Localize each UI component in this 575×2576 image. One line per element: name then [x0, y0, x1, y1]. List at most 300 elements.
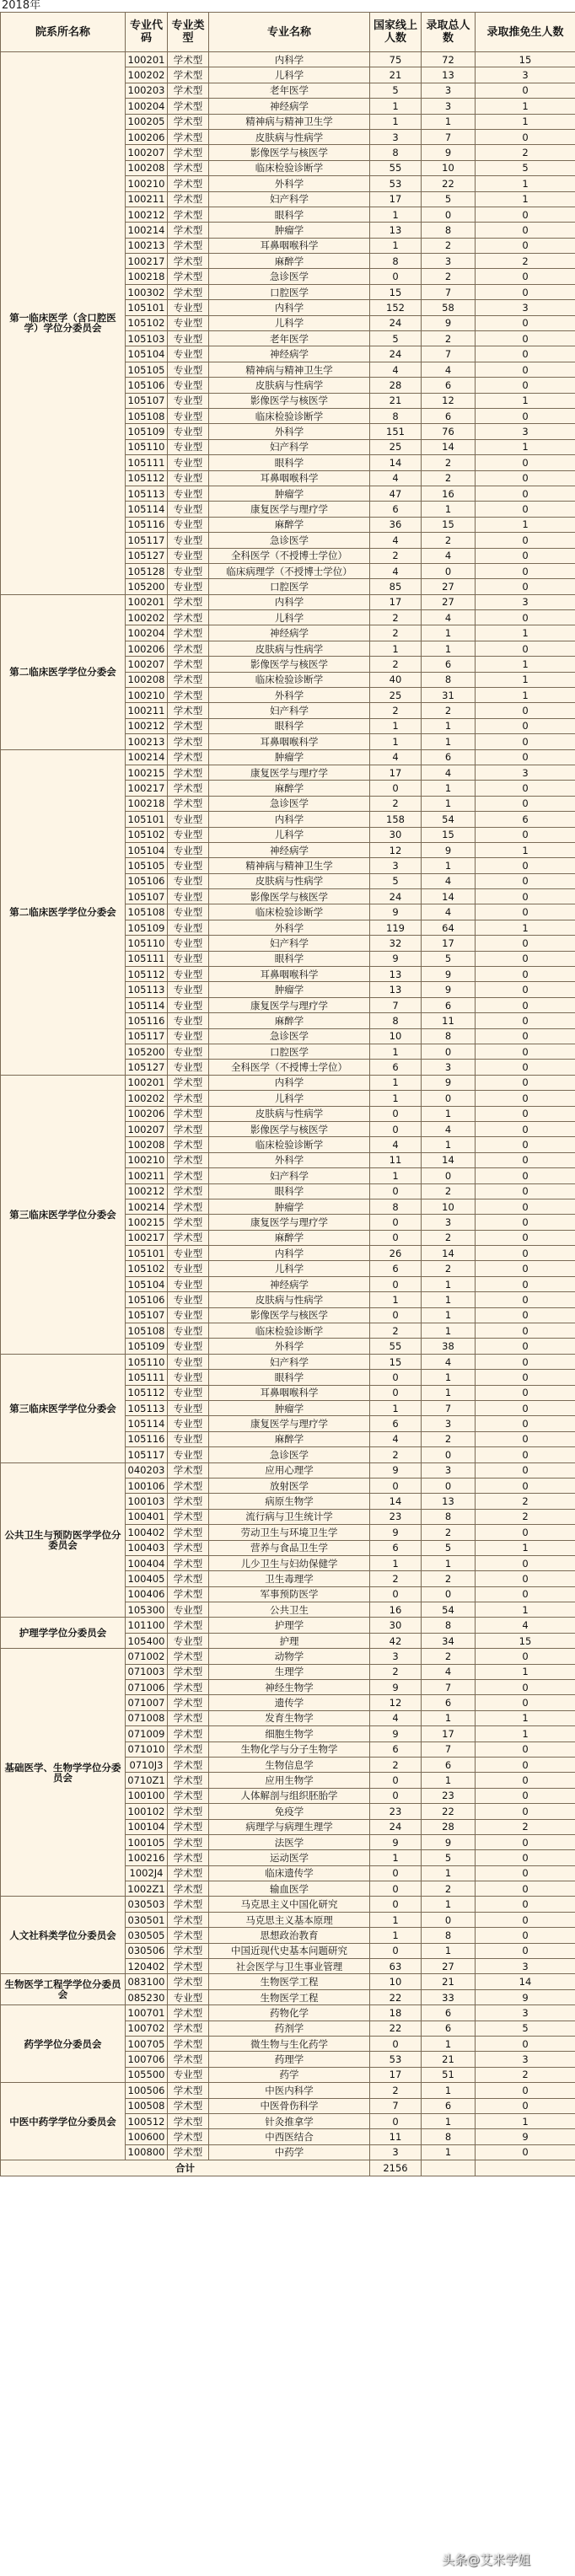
- recommended-count: 0: [476, 1912, 575, 1927]
- national-line-count: 9: [370, 1525, 422, 1540]
- recommended-count: 0: [476, 83, 575, 98]
- recommended-count: 0: [476, 967, 575, 982]
- admitted-count: 0: [422, 1586, 476, 1602]
- major-name: 内科学: [209, 1246, 370, 1261]
- major-code: 105114: [126, 997, 168, 1012]
- recommended-count: 0: [476, 1339, 575, 1354]
- admitted-count: 9: [422, 315, 476, 330]
- admitted-count: 76: [422, 424, 476, 439]
- watermark-text: 头条@艾米学姐: [442, 2552, 531, 2568]
- header-national-line: 国家线上人数: [370, 13, 422, 52]
- major-name: 生物医学工程: [209, 1974, 370, 1989]
- national-line-count: 1: [370, 1850, 422, 1865]
- admitted-count: 13: [422, 1494, 476, 1509]
- major-name: 马克思主义基本原理: [209, 1912, 370, 1927]
- major-type: 学术型: [168, 594, 209, 609]
- major-code: 100208: [126, 1137, 168, 1152]
- recommended-count: 0: [476, 1354, 575, 1369]
- national-line-count: 12: [370, 1695, 422, 1710]
- admitted-count: 2: [422, 455, 476, 470]
- major-code: 1002Z1: [126, 1881, 168, 1897]
- admitted-count: 2: [422, 533, 476, 548]
- recommended-count: 0: [476, 1400, 575, 1415]
- major-code: 100208: [126, 672, 168, 687]
- recommended-count: 0: [476, 1571, 575, 1586]
- major-name: 病理学与病理生理学: [209, 1819, 370, 1834]
- admitted-count: 4: [422, 1664, 476, 1679]
- major-type: 学术型: [168, 1525, 209, 1540]
- major-name: 神经病学: [209, 842, 370, 857]
- recommended-count: 0: [476, 1370, 575, 1385]
- major-name: 眼科学: [209, 718, 370, 733]
- major-code: 071010: [126, 1741, 168, 1757]
- national-line-count: 47: [370, 486, 422, 501]
- national-line-count: 6: [370, 1416, 422, 1431]
- recommended-count: 1: [476, 1664, 575, 1679]
- recommended-count: 1: [476, 688, 575, 703]
- major-name: 神经病学: [209, 346, 370, 362]
- major-code: 105111: [126, 951, 168, 966]
- major-code: 100201: [126, 1075, 168, 1090]
- major-code: 100204: [126, 99, 168, 114]
- admitted-count: 10: [422, 160, 476, 175]
- major-code: 105105: [126, 858, 168, 873]
- major-type: 专业型: [168, 920, 209, 935]
- admitted-count: 5: [422, 951, 476, 966]
- national-line-count: 1: [370, 114, 422, 129]
- table-row: [1, 2005, 575, 2021]
- major-type: 专业型: [168, 889, 209, 904]
- national-line-count: 0: [370, 1897, 422, 1912]
- admitted-count: 2: [422, 269, 476, 284]
- admitted-count: 51: [422, 2067, 476, 2082]
- national-line-count: 14: [370, 1494, 422, 1509]
- major-type: 学术型: [168, 734, 209, 749]
- admitted-count: 4: [422, 765, 476, 780]
- recommended-count: 0: [476, 1416, 575, 1431]
- national-line-count: 1: [370, 1168, 422, 1183]
- major-type: 专业型: [168, 1307, 209, 1323]
- major-type: 专业型: [168, 1013, 209, 1028]
- recommended-count: 1: [476, 191, 575, 207]
- recommended-count: 0: [476, 2083, 575, 2098]
- major-name: 皮肤病与性病学: [209, 378, 370, 393]
- admitted-count: 6: [422, 2098, 476, 2113]
- major-type: 学术型: [168, 1726, 209, 1741]
- major-name: 皮肤病与性病学: [209, 1106, 370, 1121]
- major-code: 105108: [126, 904, 168, 920]
- national-line-count: 0: [370, 1183, 422, 1199]
- admitted-count: 8: [422, 1509, 476, 1524]
- national-line-count: 158: [370, 812, 422, 827]
- admitted-count: 6: [422, 749, 476, 765]
- recommended-count: 0: [476, 1137, 575, 1152]
- national-line-count: 0: [370, 1307, 422, 1323]
- recommended-count: 0: [476, 1199, 575, 1214]
- national-line-count: 152: [370, 300, 422, 315]
- major-type: 专业型: [168, 904, 209, 920]
- admitted-count: 9: [422, 1075, 476, 1090]
- admitted-count: 21: [422, 1974, 476, 1989]
- table-row: [1, 594, 575, 609]
- national-line-count: 2: [370, 796, 422, 811]
- national-line-count: 25: [370, 439, 422, 454]
- recommended-count: 1: [476, 1710, 575, 1725]
- national-line-count: 1: [370, 1075, 422, 1090]
- recommended-count: 1: [476, 1602, 575, 1618]
- major-code: 100508: [126, 2098, 168, 2113]
- major-code: 100207: [126, 657, 168, 672]
- major-name: 公共卫生: [209, 1602, 370, 1618]
- major-name: 全科医学（不授博士学位）: [209, 1060, 370, 1075]
- department-name: 药学学位分委员会: [1, 2005, 126, 2083]
- table-row: [1, 1897, 575, 1912]
- major-code: 100102: [126, 1804, 168, 1819]
- national-line-count: 21: [370, 393, 422, 408]
- recommended-count: 3: [476, 765, 575, 780]
- national-line-count: 30: [370, 1618, 422, 1633]
- major-type: 学术型: [168, 1897, 209, 1912]
- major-name: 妇产科学: [209, 439, 370, 454]
- major-code: 105106: [126, 873, 168, 888]
- recommended-count: 0: [476, 610, 575, 625]
- admitted-count: 6: [422, 1757, 476, 1772]
- admitted-count: 1: [422, 2144, 476, 2160]
- major-type: 学术型: [168, 1741, 209, 1757]
- major-type: 专业型: [168, 300, 209, 315]
- major-type: 学术型: [168, 1230, 209, 1245]
- recommended-count: 0: [476, 1044, 575, 1060]
- recommended-count: 0: [476, 749, 575, 765]
- admitted-count: 9: [422, 1834, 476, 1849]
- department-name: 第二临床医学学位分委会: [1, 594, 126, 749]
- admitted-count: 14: [422, 1246, 476, 1261]
- header-recommended: 录取推免生人数: [476, 13, 575, 52]
- recommended-count: 0: [476, 284, 575, 299]
- major-name: 康复医学与理疗学: [209, 997, 370, 1012]
- major-name: 全科医学（不授博士学位）: [209, 548, 370, 563]
- admitted-count: 72: [422, 52, 476, 67]
- admitted-count: 3: [422, 1215, 476, 1230]
- national-line-count: 17: [370, 765, 422, 780]
- major-type: 专业型: [168, 1447, 209, 1462]
- major-type: 学术型: [168, 1850, 209, 1865]
- major-name: 眼科学: [209, 455, 370, 470]
- recommended-count: 6: [476, 812, 575, 827]
- major-name: 输血医学: [209, 1881, 370, 1897]
- major-type: 学术型: [168, 1091, 209, 1106]
- major-code: 105110: [126, 936, 168, 951]
- recommended-count: 0: [476, 827, 575, 842]
- major-type: 专业型: [168, 548, 209, 563]
- major-type: 专业型: [168, 1044, 209, 1060]
- major-name: 外科学: [209, 424, 370, 439]
- recommended-count: 0: [476, 470, 575, 486]
- major-name: 中药学: [209, 2144, 370, 2160]
- recommended-count: 0: [476, 1850, 575, 1865]
- major-name: 肿瘤学: [209, 486, 370, 501]
- major-name: 临床检验诊断学: [209, 1323, 370, 1339]
- recommended-count: 0: [476, 1462, 575, 1478]
- national-line-count: 11: [370, 1152, 422, 1167]
- national-line-count: 23: [370, 1804, 422, 1819]
- national-line-count: 0: [370, 1881, 422, 1897]
- major-type: 学术型: [168, 1571, 209, 1586]
- major-name: 妇产科学: [209, 703, 370, 718]
- national-line-count: 1: [370, 734, 422, 749]
- major-code: 105109: [126, 920, 168, 935]
- major-type: 学术型: [168, 2098, 209, 2113]
- admitted-count: 22: [422, 176, 476, 191]
- national-line-count: 0: [370, 1276, 422, 1291]
- major-code: 105114: [126, 1416, 168, 1431]
- major-name: 急诊医学: [209, 269, 370, 284]
- major-name: 遗传学: [209, 1695, 370, 1710]
- major-type: 学术型: [168, 688, 209, 703]
- major-type: 学术型: [168, 781, 209, 796]
- major-code: 100402: [126, 1525, 168, 1540]
- major-name: 肿瘤学: [209, 1199, 370, 1214]
- admitted-count: 23: [422, 1788, 476, 1803]
- major-name: 外科学: [209, 1152, 370, 1167]
- admitted-count: 1: [422, 502, 476, 517]
- major-name: 中西医结合: [209, 2129, 370, 2144]
- national-line-count: 0: [370, 1943, 422, 1958]
- admitted-count: 0: [422, 1091, 476, 1106]
- major-name: 精神病与精神卫生学: [209, 114, 370, 129]
- major-type: 学术型: [168, 191, 209, 207]
- admitted-count: 1: [422, 718, 476, 733]
- major-name: 眼科学: [209, 207, 370, 222]
- national-line-count: 4: [370, 563, 422, 578]
- major-type: 专业型: [168, 1246, 209, 1261]
- major-code: 105113: [126, 982, 168, 997]
- major-type: 学术型: [168, 1168, 209, 1183]
- major-code: 105101: [126, 812, 168, 827]
- major-type: 专业型: [168, 1292, 209, 1307]
- major-type: 学术型: [168, 1912, 209, 1927]
- major-name: 药理学: [209, 2052, 370, 2067]
- major-code: 105109: [126, 424, 168, 439]
- major-name: 影像医学与核医学: [209, 1121, 370, 1136]
- national-line-count: 1: [370, 238, 422, 253]
- major-code: 100512: [126, 2113, 168, 2128]
- national-line-count: 6: [370, 1261, 422, 1276]
- national-line-count: 2: [370, 1447, 422, 1462]
- recommended-count: 0: [476, 1881, 575, 1897]
- admitted-count: 9: [422, 842, 476, 857]
- major-type: 专业型: [168, 563, 209, 578]
- recommended-count: 0: [476, 951, 575, 966]
- major-type: 专业型: [168, 470, 209, 486]
- major-code: 100211: [126, 703, 168, 718]
- major-name: 妇产科学: [209, 191, 370, 207]
- admitted-count: 0: [422, 1478, 476, 1493]
- admitted-count: 5: [422, 1540, 476, 1555]
- recommended-count: 0: [476, 904, 575, 920]
- major-name: 儿少卫生与妇幼保健学: [209, 1555, 370, 1570]
- major-name: 老年医学: [209, 83, 370, 98]
- major-type: 学术型: [168, 1788, 209, 1803]
- national-line-count: 8: [370, 254, 422, 269]
- national-line-count: 3: [370, 129, 422, 144]
- major-type: 专业型: [168, 1416, 209, 1431]
- admitted-count: 9: [422, 982, 476, 997]
- recommended-count: 0: [476, 873, 575, 888]
- recommended-count: 0: [476, 1865, 575, 1881]
- major-type: 专业型: [168, 424, 209, 439]
- major-type: 学术型: [168, 238, 209, 253]
- major-code: 100213: [126, 238, 168, 253]
- admitted-count: 8: [422, 672, 476, 687]
- national-line-count: 2: [370, 1664, 422, 1679]
- major-code: 105107: [126, 393, 168, 408]
- major-type: 专业型: [168, 1323, 209, 1339]
- major-code: 105111: [126, 1370, 168, 1385]
- major-code: 071009: [126, 1726, 168, 1741]
- major-code: 100206: [126, 641, 168, 656]
- major-type: 学术型: [168, 625, 209, 641]
- major-type: 专业型: [168, 1354, 209, 1369]
- recommended-count: 1: [476, 439, 575, 454]
- major-type: 学术型: [168, 2037, 209, 2052]
- admitted-count: 1: [422, 1323, 476, 1339]
- national-line-count: 3: [370, 1649, 422, 1664]
- recommended-count: 2: [476, 1819, 575, 1834]
- admitted-count: 2: [422, 1431, 476, 1446]
- national-line-count: 42: [370, 1633, 422, 1648]
- major-type: 学术型: [168, 1943, 209, 1958]
- admitted-count: 4: [422, 1121, 476, 1136]
- major-type: 学术型: [168, 83, 209, 98]
- national-line-count: 0: [370, 1586, 422, 1602]
- major-code: 105400: [126, 1633, 168, 1648]
- major-type: 学术型: [168, 2052, 209, 2067]
- major-name: 儿科学: [209, 1261, 370, 1276]
- major-code: 105127: [126, 548, 168, 563]
- national-line-count: 0: [370, 1773, 422, 1788]
- department-name: 护理学学位分委员会: [1, 1618, 126, 1649]
- major-code: 083100: [126, 1974, 168, 1989]
- major-type: 学术型: [168, 269, 209, 284]
- national-line-count: 4: [370, 1137, 422, 1152]
- recommended-count: 0: [476, 1060, 575, 1075]
- major-type: 学术型: [168, 1664, 209, 1679]
- major-name: 肿瘤学: [209, 223, 370, 238]
- admitted-count: 2: [422, 1230, 476, 1245]
- recommended-count: 1: [476, 517, 575, 532]
- national-line-count: 9: [370, 1834, 422, 1849]
- major-code: 030503: [126, 1897, 168, 1912]
- major-name: 口腔医学: [209, 579, 370, 594]
- admitted-count: 10: [422, 1199, 476, 1214]
- major-name: 康复医学与理疗学: [209, 765, 370, 780]
- admitted-count: 1: [422, 641, 476, 656]
- major-name: 影像医学与核医学: [209, 145, 370, 160]
- recommended-count: 0: [476, 1741, 575, 1757]
- major-name: 影像医学与核医学: [209, 889, 370, 904]
- recommended-count: 0: [476, 486, 575, 501]
- recommended-count: 2: [476, 1509, 575, 1524]
- national-line-count: 36: [370, 517, 422, 532]
- major-name: 儿科学: [209, 1091, 370, 1106]
- recommended-count: 0: [476, 579, 575, 594]
- national-line-count: 0: [370, 1478, 422, 1493]
- national-line-count: 24: [370, 346, 422, 362]
- major-code: 100103: [126, 1494, 168, 1509]
- major-type: 学术型: [168, 1974, 209, 1989]
- admitted-count: 9: [422, 145, 476, 160]
- major-code: 100706: [126, 2052, 168, 2067]
- major-name: 中国近现代史基本问题研究: [209, 1943, 370, 1958]
- major-name: 康复医学与理疗学: [209, 502, 370, 517]
- national-line-count: 1: [370, 1044, 422, 1060]
- major-type: 专业型: [168, 858, 209, 873]
- major-name: 应用心理学: [209, 1462, 370, 1478]
- major-name: 药剂学: [209, 2021, 370, 2036]
- recommended-count: 2: [476, 254, 575, 269]
- major-name: 临床检验诊断学: [209, 1137, 370, 1152]
- admitted-count: 6: [422, 408, 476, 423]
- table-row: [1, 1462, 575, 1478]
- major-name: 儿科学: [209, 315, 370, 330]
- admitted-count: 8: [422, 1028, 476, 1044]
- major-name: 神经病学: [209, 99, 370, 114]
- major-code: 1002J4: [126, 1865, 168, 1881]
- major-type: 学术型: [168, 765, 209, 780]
- major-code: 100205: [126, 114, 168, 129]
- table-header-row: [1, 13, 575, 52]
- major-type: 专业型: [168, 1339, 209, 1354]
- admitted-count: 2: [422, 1261, 476, 1276]
- admitted-count: 7: [422, 129, 476, 144]
- major-name: 内科学: [209, 52, 370, 67]
- admitted-count: 1: [422, 2113, 476, 2128]
- major-name: 麻醉学: [209, 517, 370, 532]
- major-code: 120402: [126, 1959, 168, 1974]
- major-type: 专业型: [168, 579, 209, 594]
- major-type: 学术型: [168, 1075, 209, 1090]
- major-name: 免疫学: [209, 1804, 370, 1819]
- national-line-count: 6: [370, 1540, 422, 1555]
- national-line-count: 5: [370, 331, 422, 346]
- major-code: 030505: [126, 1928, 168, 1943]
- major-name: 肿瘤学: [209, 1400, 370, 1415]
- major-code: 100100: [126, 1788, 168, 1803]
- recommended-count: 0: [476, 1680, 575, 1695]
- major-code: 105117: [126, 533, 168, 548]
- national-line-count: 85: [370, 579, 422, 594]
- recommended-count: 15: [476, 52, 575, 67]
- admitted-count: 1: [422, 1897, 476, 1912]
- major-name: 麻醉学: [209, 1230, 370, 1245]
- recommended-count: 3: [476, 424, 575, 439]
- national-line-count: 5: [370, 83, 422, 98]
- admitted-count: 1: [422, 1137, 476, 1152]
- admitted-count: 27: [422, 594, 476, 609]
- table-row: [1, 1649, 575, 1664]
- recommended-count: 0: [476, 1385, 575, 1400]
- major-type: 学术型: [168, 129, 209, 144]
- major-code: 100204: [126, 625, 168, 641]
- national-line-count: 6: [370, 502, 422, 517]
- admitted-count: 6: [422, 657, 476, 672]
- national-line-count: 2: [370, 548, 422, 563]
- admitted-count: 14: [422, 439, 476, 454]
- major-type: 学术型: [168, 1509, 209, 1524]
- recommended-count: 0: [476, 238, 575, 253]
- major-type: 学术型: [168, 1757, 209, 1772]
